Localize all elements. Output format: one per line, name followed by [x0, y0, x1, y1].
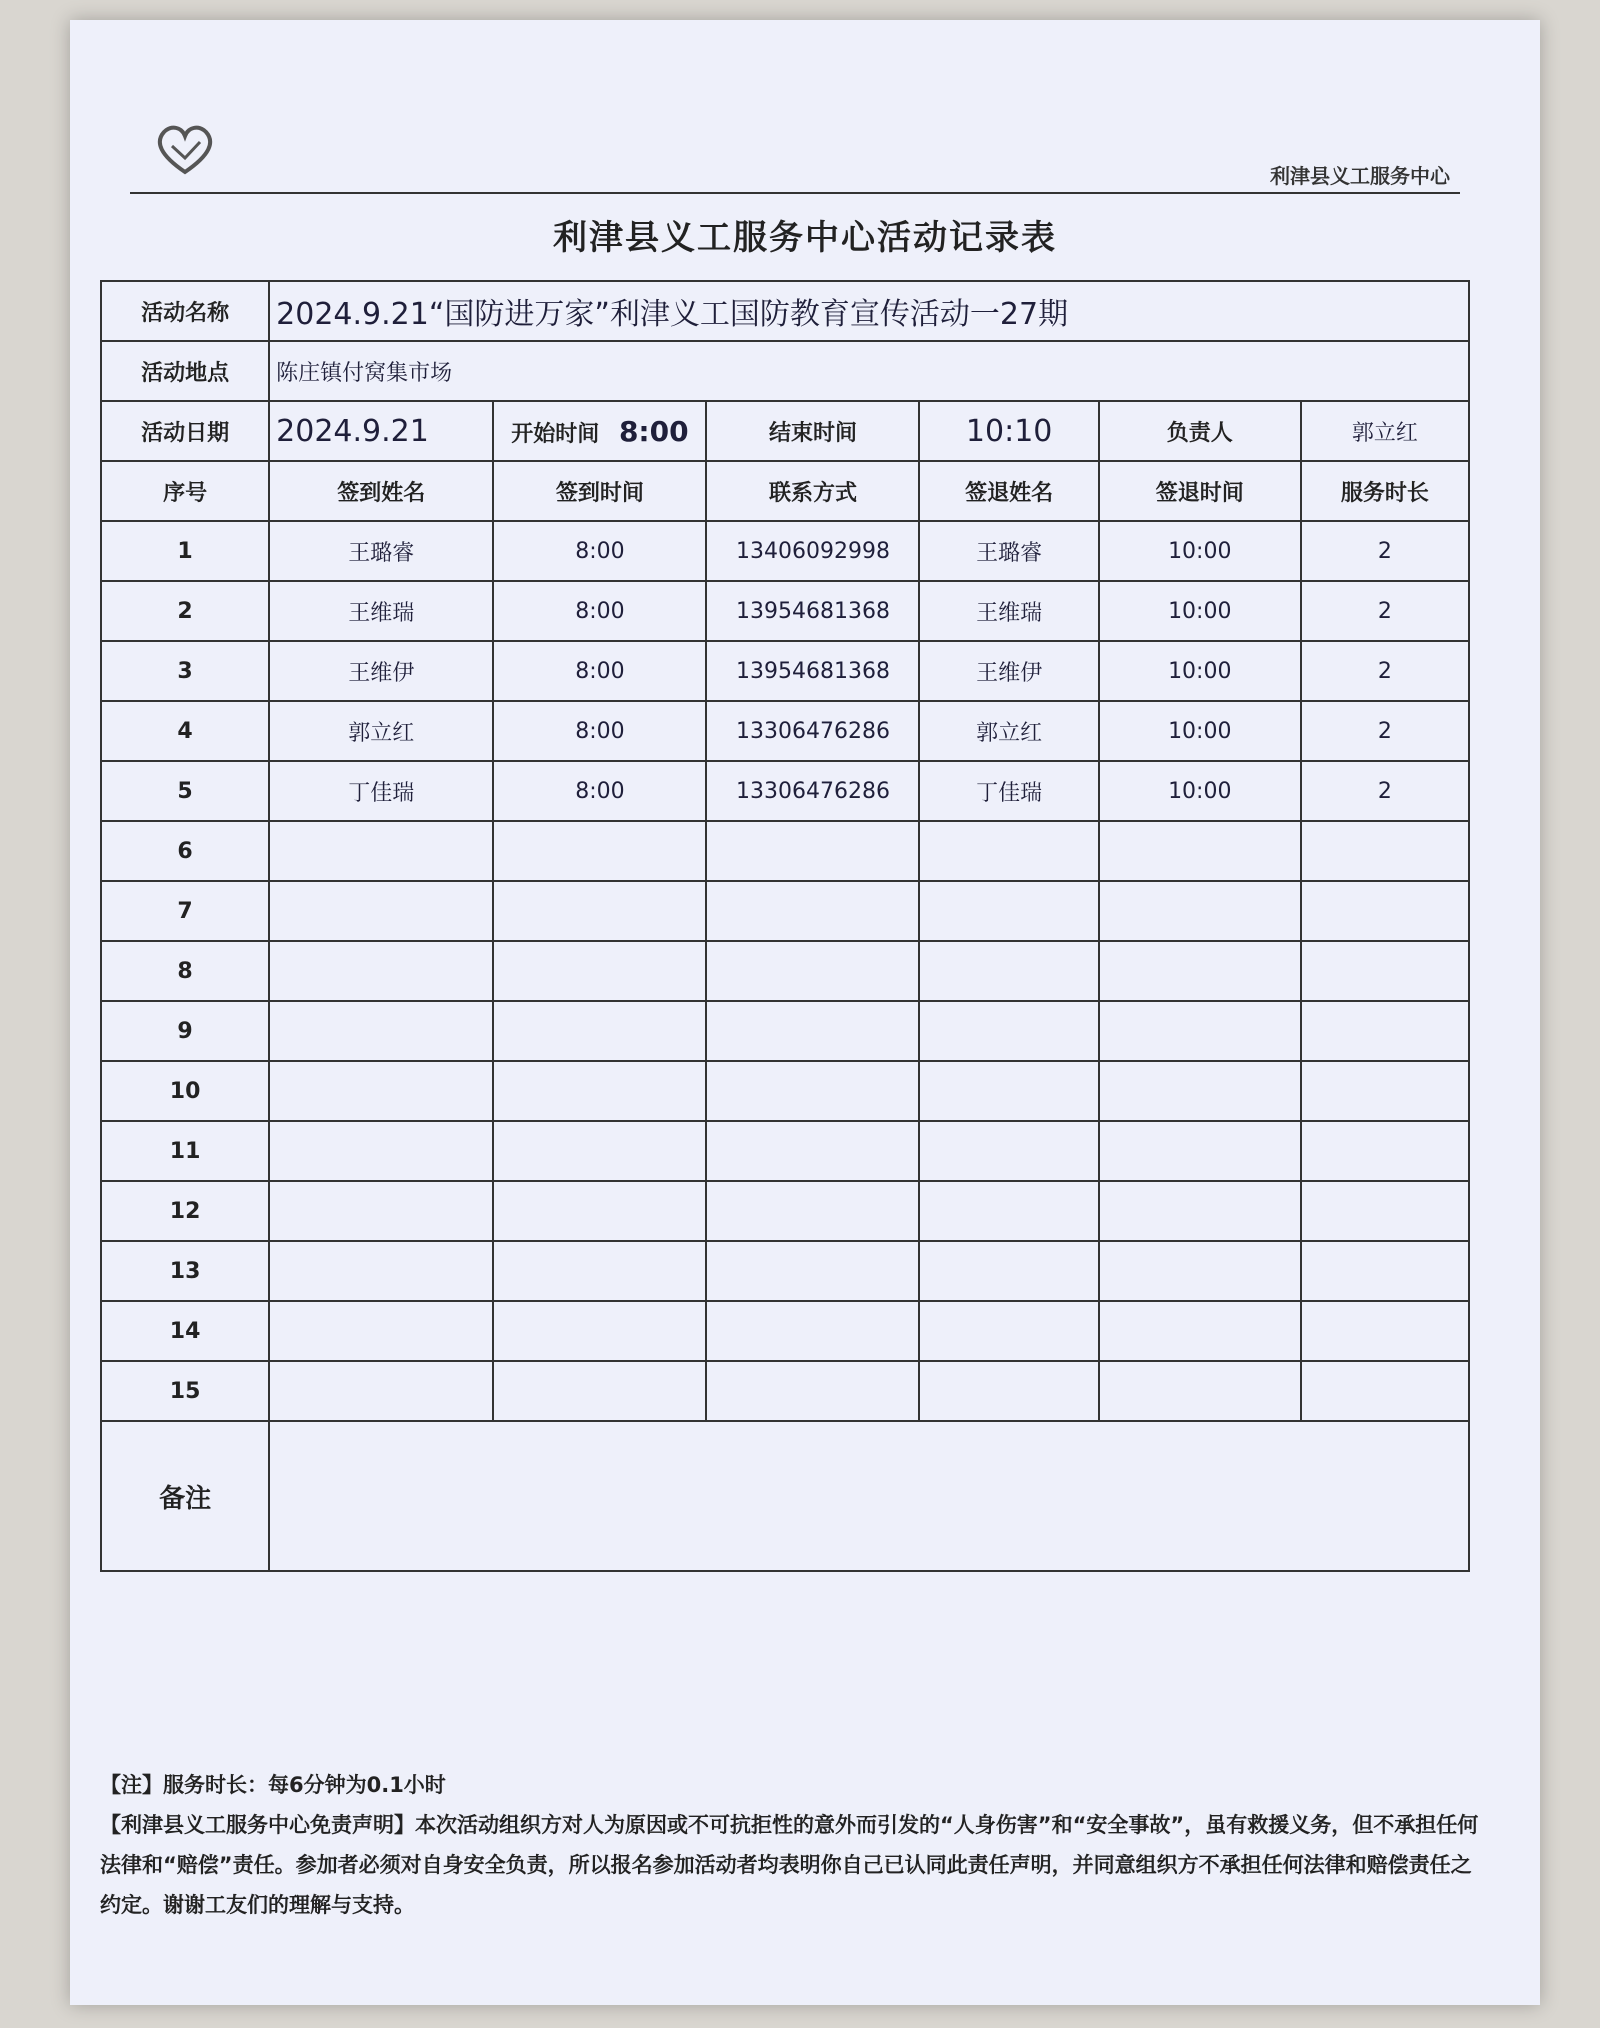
activity-name-label: 活动名称: [101, 281, 269, 341]
signout-time: [1099, 821, 1301, 881]
row-number: 3: [101, 641, 269, 701]
signin-time: 8:00: [493, 701, 706, 761]
signout-time: [1099, 1241, 1301, 1301]
table-row: [101, 1181, 1469, 1241]
signout-time: [1099, 1121, 1301, 1181]
disclaimer-note: 【利津县义工服务中心免责声明】本次活动组织方对人为原因或不可抗拒性的意外而引发的“人身伤害”和“安全事故”，虽有救援义务，但不承担任何法律和“赔偿”责任。参加者必须对自身安全负责，所以报名参加活动者均表明你自己已认同此责任声明，并同意组织方不承担任何法律和赔偿责任之约定。谢谢工友们的理解与支持。: [100, 1813, 1479, 1917]
signin-name: [269, 1241, 493, 1301]
contact-phone: [706, 1241, 919, 1301]
service-hours: 2: [1301, 581, 1469, 641]
signout-time: [1099, 1361, 1301, 1421]
service-hours: [1301, 1001, 1469, 1061]
signin-name: [269, 1301, 493, 1361]
signout-time: 10:00: [1099, 581, 1301, 641]
col-header-signin-time: 签到时间: [493, 461, 706, 521]
signout-time: 10:00: [1099, 521, 1301, 581]
table-row: [101, 821, 1469, 881]
row-number: 2: [101, 581, 269, 641]
table-row: [101, 1001, 1469, 1061]
column-header-row: [101, 461, 1469, 521]
signin-name: [269, 881, 493, 941]
signout-name: 王维伊: [919, 641, 1098, 701]
info-row-date: [101, 401, 1469, 461]
end-time-label-text: 结束时间: [768, 420, 857, 446]
col-header-contact: 联系方式: [706, 461, 919, 521]
col-header-signin-name: 签到姓名: [269, 461, 493, 521]
table-row: [101, 701, 1469, 761]
table-row: [101, 641, 1469, 701]
signout-time: [1099, 1301, 1301, 1361]
signin-time: [493, 1301, 706, 1361]
contact-phone: [706, 821, 919, 881]
signin-time: [493, 1121, 706, 1181]
signout-name: [919, 1361, 1098, 1421]
contact-phone: 13306476286: [706, 701, 919, 761]
start-time-value: 8:00: [618, 414, 689, 448]
service-hours: [1301, 1061, 1469, 1121]
remarks-row: [101, 1421, 1469, 1571]
service-hours: [1301, 941, 1469, 1001]
signin-name: 王维伊: [269, 641, 493, 701]
contact-phone: 13306476286: [706, 761, 919, 821]
row-number: 10: [101, 1061, 269, 1121]
signout-time: [1099, 941, 1301, 1001]
signin-time: [493, 821, 706, 881]
service-hours: [1301, 1301, 1469, 1361]
service-hours-note: 【注】服务时长：每6分钟为0.1小时: [100, 1773, 446, 1797]
start-time-label-text: 开始时间: [511, 421, 600, 447]
service-hours: [1301, 881, 1469, 941]
row-number: 5: [101, 761, 269, 821]
info-row-location: [101, 341, 1469, 401]
location-value: 陈庄镇付窝集市场: [269, 341, 1469, 401]
contact-phone: [706, 881, 919, 941]
row-number: 15: [101, 1361, 269, 1421]
contact-phone: 13406092998: [706, 521, 919, 581]
remarks-value: [269, 1421, 1469, 1571]
signout-name: [919, 821, 1098, 881]
contact-phone: 13954681368: [706, 581, 919, 641]
signout-time: [1099, 1001, 1301, 1061]
signin-name: [269, 1061, 493, 1121]
signin-name: [269, 941, 493, 1001]
signin-time: [493, 1001, 706, 1061]
row-number: 8: [101, 941, 269, 1001]
start-time-label: [493, 401, 706, 461]
signout-time: 10:00: [1099, 701, 1301, 761]
service-hours: [1301, 1241, 1469, 1301]
service-hours: 2: [1301, 521, 1469, 581]
signin-name: 王维瑞: [269, 581, 493, 641]
service-hours: [1301, 1361, 1469, 1421]
signout-name: [919, 1241, 1098, 1301]
table-row: [101, 1241, 1469, 1301]
col-header-signout-time: 签退时间: [1099, 461, 1301, 521]
footer-notes: [100, 1765, 1490, 1925]
service-hours: 2: [1301, 761, 1469, 821]
signin-name: 丁佳瑞: [269, 761, 493, 821]
table-row: [101, 1361, 1469, 1421]
table-row: [101, 941, 1469, 1001]
signin-time: 8:00: [493, 761, 706, 821]
signin-time: 8:00: [493, 641, 706, 701]
leader-value: 郭立红: [1301, 401, 1469, 461]
location-label: 活动地点: [101, 341, 269, 401]
signout-name: [919, 1001, 1098, 1061]
signout-name: 王维瑞: [919, 581, 1098, 641]
row-number: 12: [101, 1181, 269, 1241]
col-header-signout-name: 签退姓名: [919, 461, 1098, 521]
signout-name: [919, 1181, 1098, 1241]
contact-phone: [706, 1181, 919, 1241]
signin-time: [493, 881, 706, 941]
leader-label: 负责人: [1099, 401, 1301, 461]
row-number: 7: [101, 881, 269, 941]
row-number: 6: [101, 821, 269, 881]
remarks-label: 备注: [101, 1421, 269, 1571]
heart-logo-icon: [150, 120, 220, 180]
row-number: 4: [101, 701, 269, 761]
table-row: [101, 1301, 1469, 1361]
signout-time: [1099, 881, 1301, 941]
end-time-label: [706, 401, 919, 461]
col-header-seq: 序号: [101, 461, 269, 521]
row-number: 9: [101, 1001, 269, 1061]
contact-phone: [706, 1001, 919, 1061]
signout-name: [919, 881, 1098, 941]
signin-time: 8:00: [493, 521, 706, 581]
service-hours: 2: [1301, 701, 1469, 761]
signin-time: [493, 1361, 706, 1421]
signout-time: 10:00: [1099, 761, 1301, 821]
table-row: [101, 1121, 1469, 1181]
table-row: [101, 521, 1469, 581]
signin-name: 王璐睿: [269, 521, 493, 581]
attendance-rows: [101, 521, 1469, 1421]
signout-name: [919, 941, 1098, 1001]
contact-phone: [706, 1121, 919, 1181]
signin-name: 郭立红: [269, 701, 493, 761]
signout-time: 10:00: [1099, 641, 1301, 701]
table-row: [101, 1061, 1469, 1121]
table-row: [101, 581, 1469, 641]
service-hours: 2: [1301, 641, 1469, 701]
contact-phone: [706, 941, 919, 1001]
signout-name: [919, 1301, 1098, 1361]
signin-time: [493, 1241, 706, 1301]
signout-time: [1099, 1181, 1301, 1241]
activity-record-table: [100, 280, 1470, 1572]
signin-time: [493, 1181, 706, 1241]
signin-name: [269, 1181, 493, 1241]
contact-phone: 13954681368: [706, 641, 919, 701]
col-header-service-hours: 服务时长: [1301, 461, 1469, 521]
signin-name: [269, 821, 493, 881]
header-org-name: 利津县义工服务中心: [1270, 164, 1450, 188]
contact-phone: [706, 1301, 919, 1361]
signin-time: [493, 1061, 706, 1121]
table-row: [101, 881, 1469, 941]
info-row-activity-name: [101, 281, 1469, 341]
service-hours: [1301, 1181, 1469, 1241]
header-divider: [130, 192, 1460, 194]
signout-name: 郭立红: [919, 701, 1098, 761]
activity-name-value: 2024.9.21“国防进万家”利津义工国防教育宣传活动一27期: [269, 281, 1469, 341]
table-row: [101, 761, 1469, 821]
contact-phone: [706, 1061, 919, 1121]
form-title: 利津县义工服务中心活动记录表: [553, 218, 1057, 258]
signout-name: [919, 1121, 1098, 1181]
signout-time: [1099, 1061, 1301, 1121]
row-number: 1: [101, 521, 269, 581]
end-time-value: 10:10: [919, 401, 1098, 461]
record-sheet-paper: [70, 20, 1540, 2005]
signout-name: 丁佳瑞: [919, 761, 1098, 821]
signout-name: 王璐睿: [919, 521, 1098, 581]
service-hours: [1301, 1121, 1469, 1181]
row-number: 11: [101, 1121, 269, 1181]
contact-phone: [706, 1361, 919, 1421]
service-hours: [1301, 821, 1469, 881]
signin-name: [269, 1121, 493, 1181]
signin-name: [269, 1001, 493, 1061]
date-label: 活动日期: [101, 401, 269, 461]
row-number: 14: [101, 1301, 269, 1361]
date-value: 2024.9.21: [269, 401, 493, 461]
signout-name: [919, 1061, 1098, 1121]
row-number: 13: [101, 1241, 269, 1301]
signin-name: [269, 1361, 493, 1421]
signin-time: [493, 941, 706, 1001]
signin-time: 8:00: [493, 581, 706, 641]
